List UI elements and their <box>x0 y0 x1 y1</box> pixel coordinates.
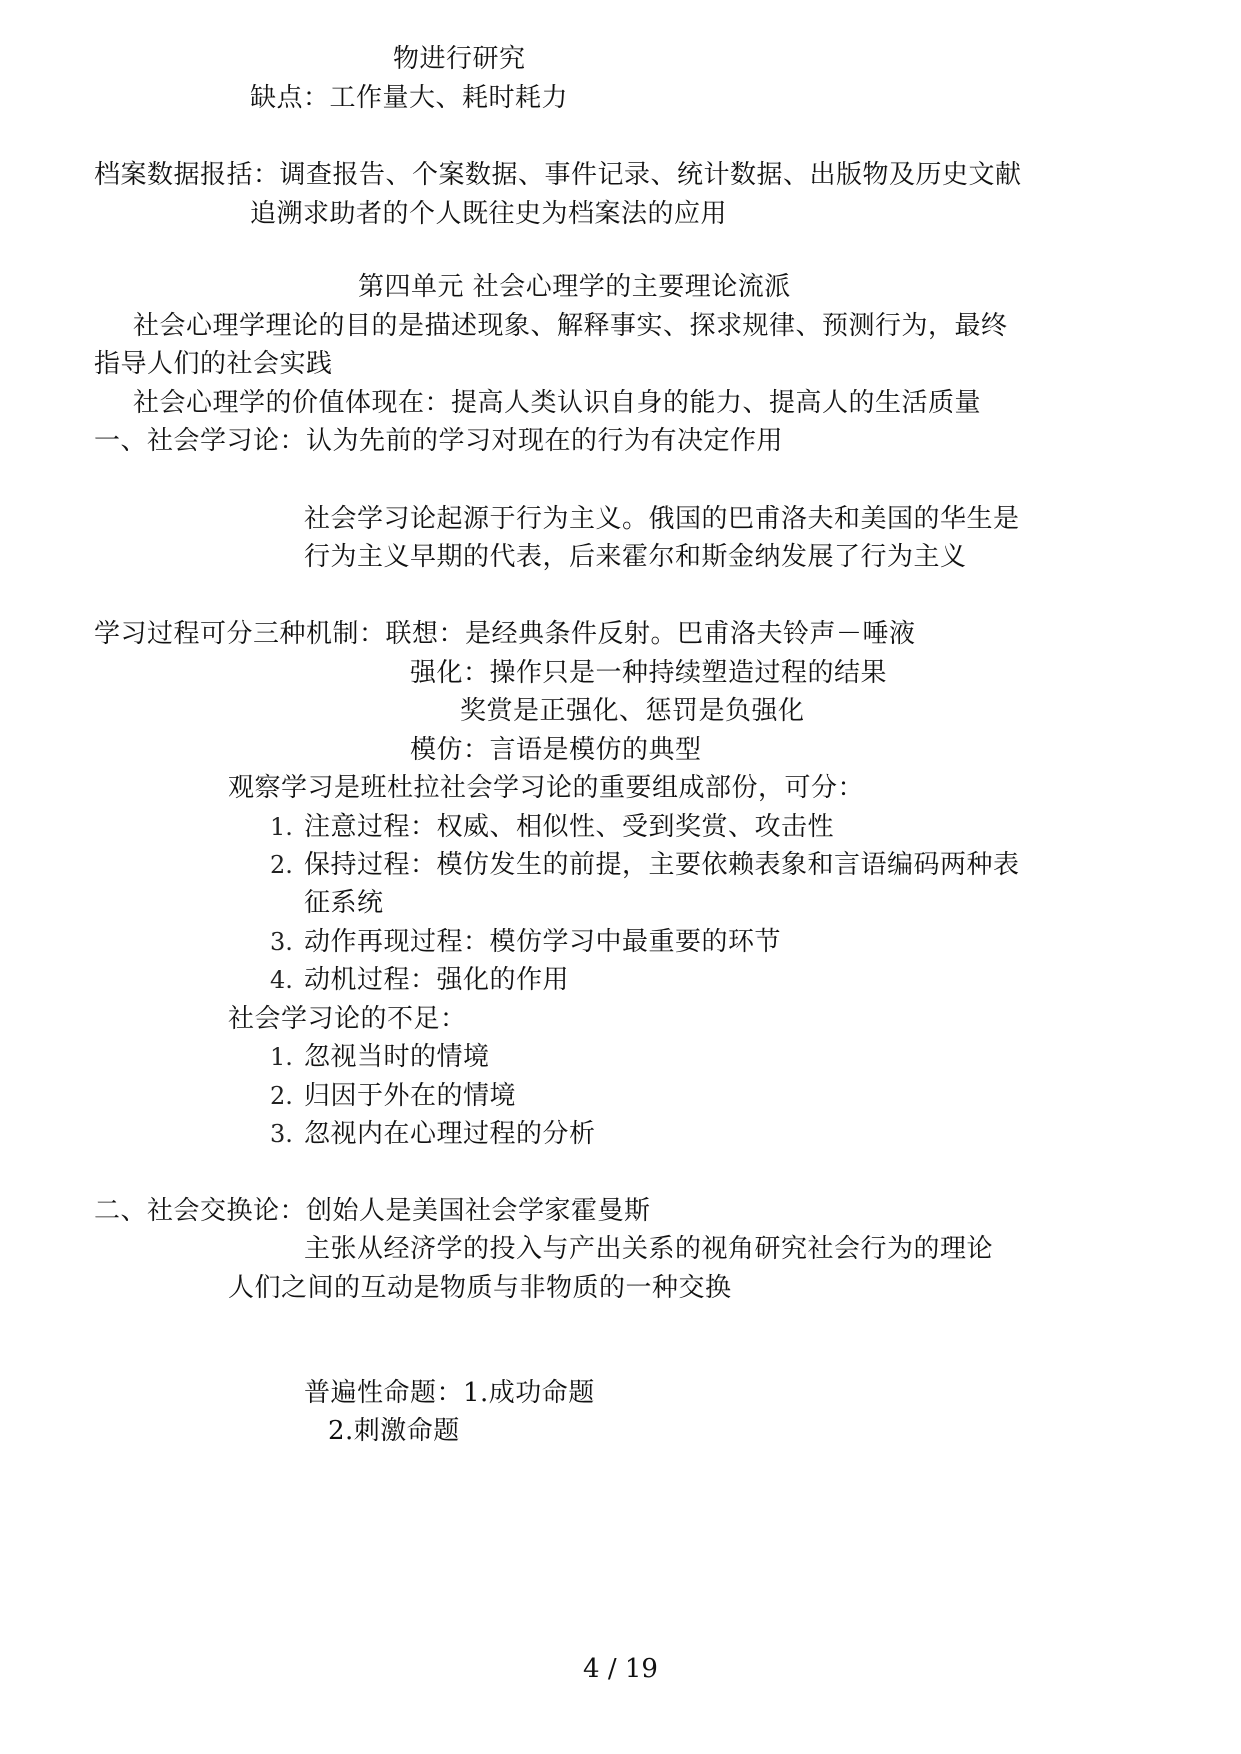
list-item: 动作再现过程：模仿学习中最重要的环节 <box>304 927 782 957</box>
list-number: 4. <box>270 966 293 994</box>
section-heading: 一、社会学习论：认为先前的学习对现在的行为有决定作用 <box>94 426 784 456</box>
list-number: 2. <box>270 1082 293 1110</box>
text-line: 奖赏是正强化、惩罚是负强化 <box>460 696 805 726</box>
text-line: 观察学习是班杜拉社会学习论的重要组成部份，可分： <box>228 773 865 803</box>
text-line: 缺点：工作量大、耗时耗力 <box>250 83 569 113</box>
list-number: 1. <box>270 1043 293 1071</box>
text-line: 2.刺激命题 <box>328 1416 460 1446</box>
unit-title: 第四单元 社会心理学的主要理论流派 <box>358 272 791 302</box>
list-item: 忽视内在心理过程的分析 <box>304 1119 596 1149</box>
list-item: 征系统 <box>304 888 384 918</box>
list-item: 注意过程：权威、相似性、受到奖赏、攻击性 <box>304 812 835 842</box>
list-item: 动机过程：强化的作用 <box>304 965 570 995</box>
text-line: 强化：操作只是一种持续塑造过程的结果 <box>410 658 888 688</box>
list-number: 2. <box>270 851 293 879</box>
paragraph-line: 人们之间的互动是物质与非物质的一种交换 <box>228 1273 732 1303</box>
section-heading: 二、社会交换论：创始人是美国社会学家霍曼斯 <box>94 1196 651 1226</box>
list-item: 归因于外在的情境 <box>304 1081 517 1111</box>
list-number: 3. <box>270 1120 293 1148</box>
text-line: 社会学习论的不足： <box>228 1004 467 1034</box>
page-number: 4 / 19 <box>583 1654 658 1684</box>
list-item: 忽视当时的情境 <box>304 1042 490 1072</box>
paragraph-line: 主张从经济学的投入与产出关系的视角研究社会行为的理论 <box>304 1234 994 1264</box>
list-number: 1. <box>270 813 293 841</box>
text-line: 物进行研究 <box>393 44 526 74</box>
paragraph-line: 行为主义早期的代表，后来霍尔和斯金纳发展了行为主义 <box>304 542 967 572</box>
list-number: 3. <box>270 928 293 956</box>
text-line: 追溯求助者的个人既往史为档案法的应用 <box>250 199 728 229</box>
paragraph-line: 社会心理学理论的目的是描述现象、解释事实、探求规律、预测行为，最终 <box>133 311 1008 341</box>
text-line: 普遍性命题：1.成功命题 <box>304 1378 595 1408</box>
list-item: 保持过程：模仿发生的前提，主要依赖表象和言语编码两种表 <box>304 850 1020 880</box>
text-line: 模仿：言语是模仿的典型 <box>410 735 702 765</box>
paragraph-line: 社会心理学的价值体现在：提高人类认识自身的能力、提高人的生活质量 <box>133 388 982 418</box>
paragraph-line: 社会学习论起源于行为主义。俄国的巴甫洛夫和美国的华生是 <box>304 504 1020 534</box>
paragraph-line: 指导人们的社会实践 <box>94 349 333 379</box>
text-line: 档案数据报括：调查报告、个案数据、事件记录、统计数据、出版物及历史文献 <box>94 160 1022 190</box>
text-line: 学习过程可分三种机制：联想：是经典条件反射。巴甫洛夫铃声－唾液 <box>94 619 916 649</box>
